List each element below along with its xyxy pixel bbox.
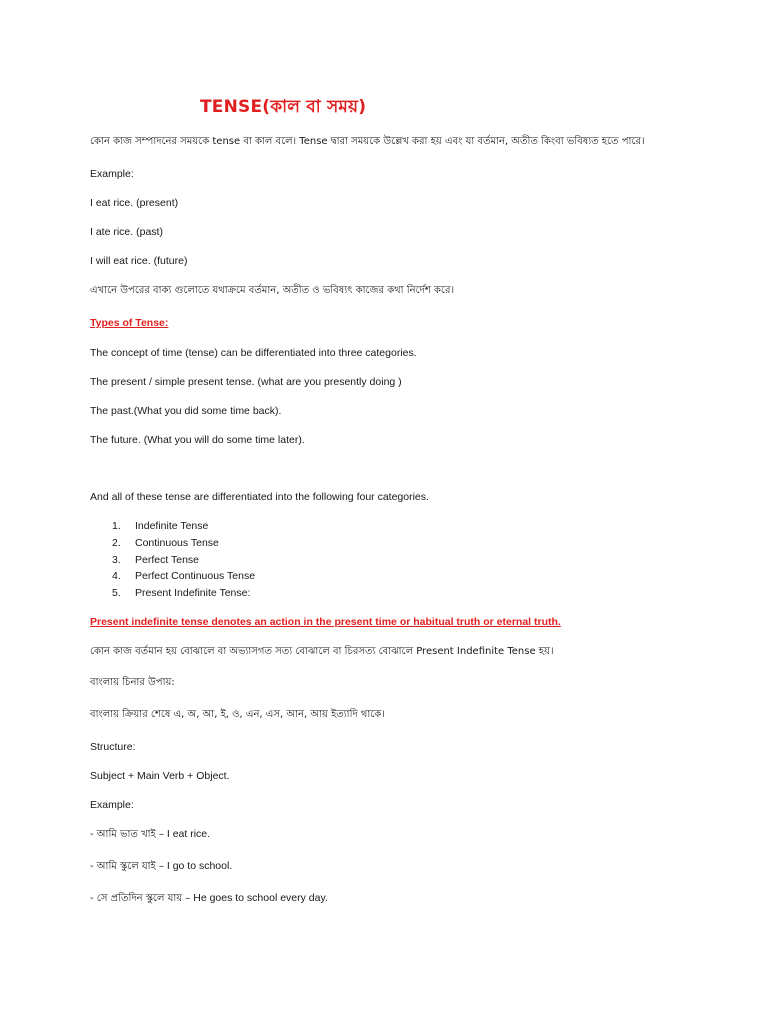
past-line: The past.(What you did some time back). xyxy=(90,405,282,417)
identify-detail: বাংলায় ক্রিয়ার শেষে এ, অ, আ, ই, ও, এন, এস, আন, আয় ইত্যাদি থাকে। xyxy=(90,709,385,720)
example-label: Example: xyxy=(90,168,134,180)
types-heading: Types of Tense: xyxy=(90,317,169,329)
concept-line: The concept of time (tense) can be differentiated into three categories. xyxy=(90,347,417,359)
example-sentence: - আমি ভাত খাই – I eat rice. xyxy=(90,828,211,840)
example-sentence: - আমি স্কুলে যাই – I go to school. xyxy=(90,860,233,872)
four-categories-line: And all of these tense are differentiated into the following four categories. xyxy=(90,491,429,503)
list-item: 4. Perfect Continuous Tense xyxy=(112,570,256,583)
structure-label: Structure: xyxy=(90,741,136,753)
present-line: The present / simple present tense. (what are you presently doing ) xyxy=(90,376,402,388)
example-sentence: - সে প্রতিদিন স্কুলে যায় – He goes to school every day. xyxy=(90,892,328,904)
example-label-2: Example: xyxy=(90,799,134,811)
example-past: I ate rice. (past) xyxy=(90,226,163,238)
list-item: 2. Continuous Tense xyxy=(112,536,219,549)
present-indefinite-heading: Present indefinite tense denotes an action in the present time or habitual truth or eternal truth. xyxy=(90,616,561,628)
list-item: 5. Present Indefinite Tense: xyxy=(112,587,251,600)
page-title: TENSE(কাল বা সময়) xyxy=(200,97,367,117)
intro-paragraph: কোন কাজ সম্পাদনের সময়কে tense বা কাল বলে। Tense দ্বারা সময়কে উল্লেখ করা হয় এবং যা বর্তমান, অতীত কিংবা ভবিষ্যত হতে পারে। xyxy=(90,136,645,147)
list-item: 3. Perfect Tense xyxy=(112,553,200,566)
example-present: I eat rice. (present) xyxy=(90,197,179,209)
example-future: I will eat rice. (future) xyxy=(90,255,188,267)
explanation-paragraph: এখানে উপরের বাক্য গুলোতে যথাক্রমে বর্তমান, অতীত ও ভবিষ্যৎ কাজের কথা নির্দেশ করে। xyxy=(90,285,455,296)
category-list xyxy=(112,519,255,603)
list-item: 1. Indefinite Tense xyxy=(112,520,209,532)
present-indefinite-bangla: কোন কাজ বর্তমান হয় বোঝালে বা অভ্যাসগত সত্য বোঝালে বা চিরসত্য বোঝালে Present Indefinite Tense হয়। xyxy=(90,646,554,657)
structure-formula: Subject + Main Verb + Object. xyxy=(90,770,230,782)
future-line: The future. (What you will do some time later). xyxy=(90,434,305,446)
identify-label: বাংলায় চিনার উপায়: xyxy=(90,677,175,688)
